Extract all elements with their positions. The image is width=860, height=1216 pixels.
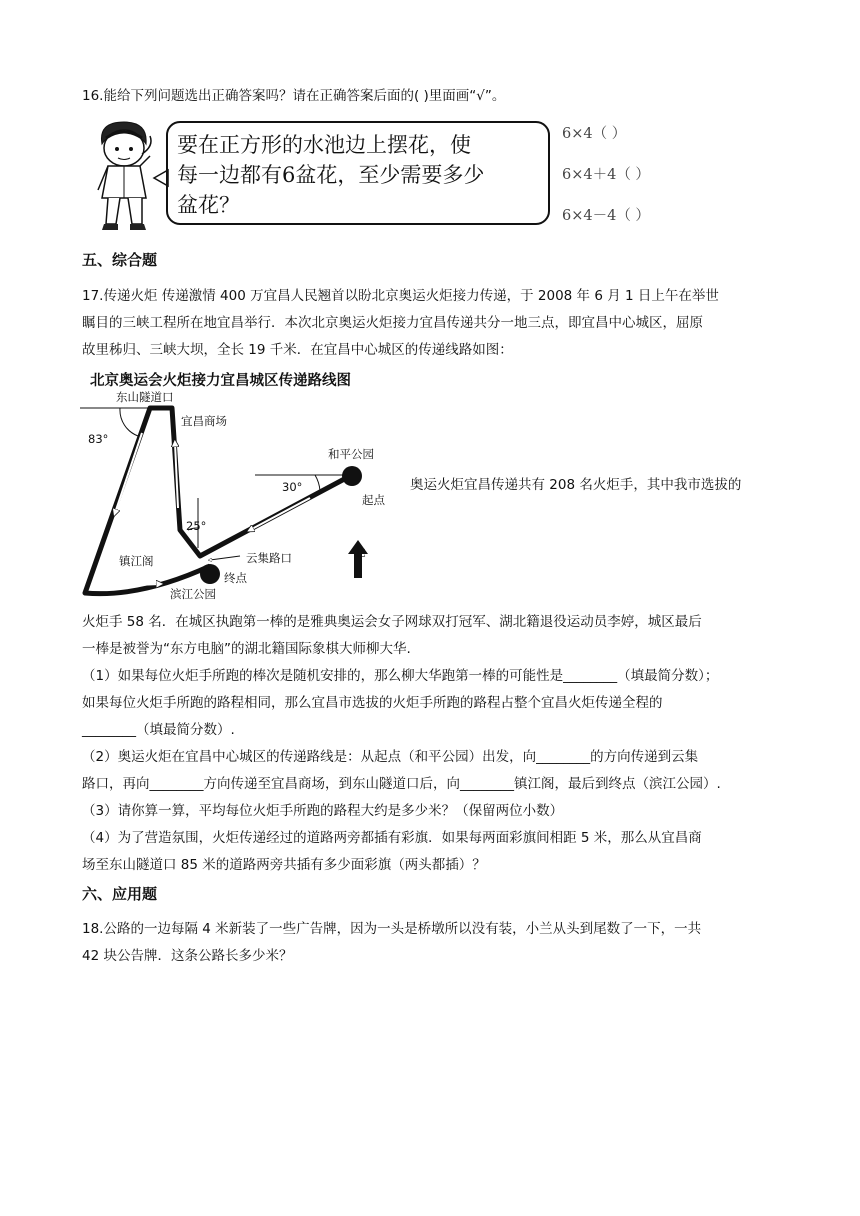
bubble-line-1: 要在正方形的水池边上摆花，使: [177, 133, 471, 157]
q17-part-1b: 如果每位火炬手所跑的路程相同，那么宜昌市选拔的火炬手所跑的路程占整个宜昌火炬传递全程的: [82, 695, 663, 711]
q17-part-2a: （2）奥运火炬在宜昌中心城区的传递路线是：从起点（和平公园）出发，向________的方向传递到云集: [82, 749, 699, 765]
q17-after-2: 一棒是被誉为“东方电脑”的湖北籍国际象棋大师柳大华.: [82, 641, 411, 657]
label-angle-83: 83°: [88, 432, 109, 446]
q16-text: 16.能给下列问题选出正确答案吗？请在正确答案后面的( )里面画“√”。: [82, 88, 506, 104]
start-point-marker: [342, 466, 362, 486]
section-title-5: 五、综合题: [82, 251, 158, 269]
label-shangchang: 宜昌商场: [181, 414, 227, 428]
label-angle-30: 30°: [282, 480, 303, 494]
choice-b[interactable]: 6×4＋4（ ）: [562, 167, 650, 183]
q17-side-text: 奥运火炬宜昌传递共有 208 名火炬手，其中我市选拔的: [410, 477, 742, 493]
choice-c[interactable]: 6×4－4（ ）: [562, 208, 650, 224]
label-qidian: 起点: [362, 493, 385, 507]
q17-intro-3: 故里秭归、三峡大坝，全长 19 千米．在宜昌中心城区的传递线路如图：: [82, 342, 513, 358]
q17-part-4a: （4）为了营造氛围，火炬传递经过的道路两旁都插有彩旗．如果每两面彩旗间相距 5 米，那么从宜昌商: [82, 830, 702, 846]
q17-part-1c: ________（填最简分数）.: [82, 722, 235, 738]
q17-part-1a: （1）如果每位火炬手所跑的棒次是随机安排的，那么柳大华跑第一棒的可能性是________（填最简分数）；: [82, 668, 719, 684]
q17-intro-1: 17.传递火炬 传递激情 400 万宜昌人民翘首以盼北京奥运火炬接力传递，于 2008 年 6 月 1 日上午在举世: [82, 288, 719, 304]
label-dongshan: 东山隧道口: [116, 390, 174, 404]
q17-intro-2: 瞩目的三峡工程所在地宜昌举行．本次北京奥运火炬接力宜昌传递共分一地三点，即宜昌中心城区，屈原: [82, 315, 703, 331]
label-yunji: 云集路口: [246, 551, 292, 565]
choice-a[interactable]: 6×4（ ）: [562, 126, 627, 142]
q18-line-2: 42 块公告牌．这条公路长多少米？: [82, 948, 293, 964]
bubble-line-2: 每一边都有6盆花，至少需要多少: [177, 163, 485, 187]
q18-line-1: 18.公路的一边每隔 4 米新装了一些广告牌，因为一头是桥墩所以没有装，小兰从头到尾数了一下，一共: [82, 921, 702, 937]
map-title: 北京奥运会火炬接力宜昌城区传递路线图: [90, 373, 351, 389]
q17-after-1: 火炬手 58 名．在城区执跑第一棒的是雅典奥运会女子网球双打冠军、湖北籍退役运动员李婷，城区最后: [82, 614, 702, 630]
q17-part-4b: 场至东山隧道口 85 米的道路两旁共插有多少面彩旗（两头都插）？: [82, 857, 486, 873]
label-angle-25: 25°: [186, 519, 207, 533]
q17-part-2b: 路口，再向________方向传递至宜昌商场，到东山隧道口后，向________镇江阁，最后到终点（滨江公园）.: [82, 776, 721, 792]
label-zhongdian: 终点: [224, 571, 247, 585]
label-zhenjiang: 镇江阁: [119, 554, 154, 568]
boy-thinking-illustration: [84, 116, 176, 234]
q17-part-3: （3）请你算一算，平均每位火炬手所跑的路程大约是多少米？（保留两位小数）: [82, 803, 564, 819]
label-north: 北: [354, 545, 366, 559]
end-point-marker: [200, 564, 220, 584]
label-binjiang: 滨江公园: [170, 587, 216, 601]
bubble-line-3: 盆花？: [177, 193, 240, 217]
section-title-6: 六、应用题: [82, 885, 158, 903]
label-heping: 和平公园: [328, 447, 374, 461]
